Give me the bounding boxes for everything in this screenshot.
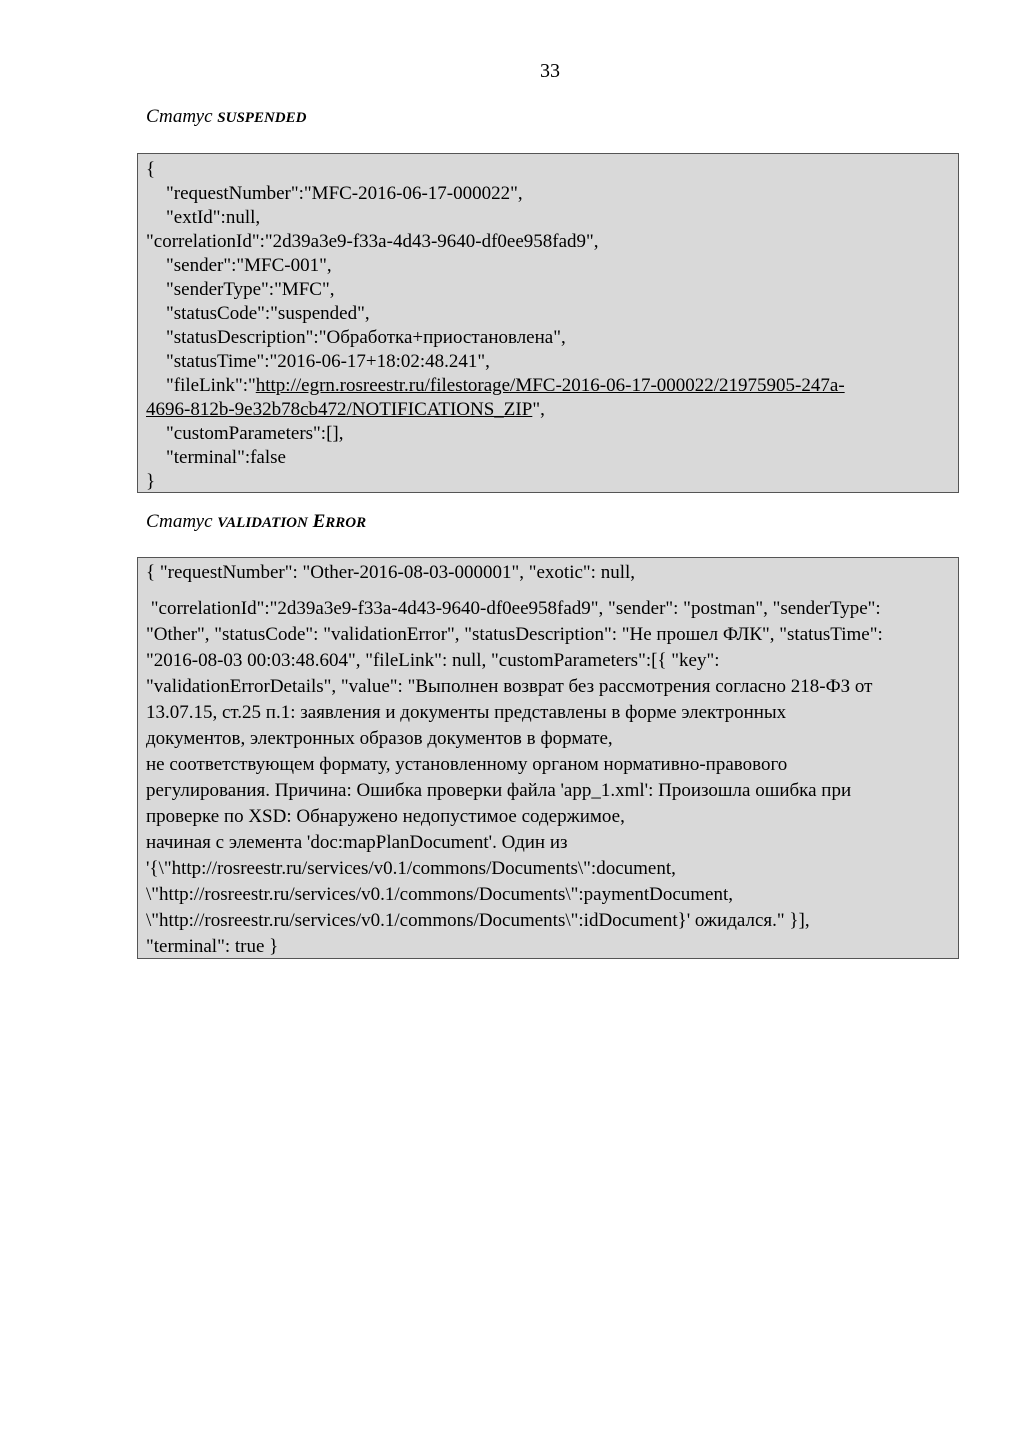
code-line: проверке по XSD: Обнаружено недопустимое содержимое, bbox=[146, 806, 625, 827]
code-line: { "requestNumber": "Other-2016-08-03-000001", "exotic": null, bbox=[146, 562, 636, 583]
code-line: '{\"http://rosreestr.ru/services/v0.1/commons/Documents\":document, bbox=[146, 858, 676, 879]
code-line: \"http://rosreestr.ru/services/v0.1/commons/Documents\":idDocument}' ожидался." }], bbox=[146, 910, 810, 931]
code-line: \"http://rosreestr.ru/services/v0.1/commons/Documents\":paymentDocument, bbox=[146, 884, 733, 905]
heading-prefix: Статус bbox=[146, 106, 213, 127]
json-block-validation-error bbox=[137, 557, 959, 959]
page-number: 33 bbox=[540, 60, 560, 82]
code-line: 13.07.15, ст.25 п.1: заявления и документы представлены в форме электронных bbox=[146, 702, 787, 723]
code-line: { bbox=[146, 159, 156, 180]
heading-status-cap: E bbox=[312, 511, 326, 532]
code-line: "statusTime":"2016-06-17+18:02:48.241", bbox=[166, 351, 490, 372]
code-line: "senderType":"MFC", bbox=[166, 279, 335, 300]
code-line: "requestNumber":"MFC-2016-06-17-000022", bbox=[166, 183, 523, 204]
code-line: "terminal": true } bbox=[146, 936, 279, 957]
heading-prefix: Статус bbox=[146, 511, 213, 532]
filelink-end: ", bbox=[532, 399, 545, 420]
code-line: не соответствующем формату, установленному органом нормативно-правового bbox=[146, 754, 788, 775]
code-line: документов, электронных образов документов в формате, bbox=[146, 728, 613, 749]
code-line: "correlationId":"2d39a3e9-f33a-4d43-9640-df0ee958fad9", "sender": "postman", "senderType": bbox=[146, 598, 881, 619]
filelink-url-part-1[interactable]: http://egrn.rosreestr.ru/filestorage/MFC-2016-06-17-000022/21975905-247a- bbox=[255, 375, 845, 396]
section-heading-suspended bbox=[146, 106, 306, 128]
code-line-filelink-cont bbox=[146, 398, 950, 422]
code-line: начиная с элемента 'doc:mapPlanDocument'. Один из bbox=[146, 832, 568, 853]
code-line-filelink bbox=[146, 374, 950, 398]
section-heading-validation-error bbox=[146, 511, 366, 533]
code-line: "statusCode":"suspended", bbox=[166, 303, 370, 324]
code-paragraph bbox=[146, 596, 950, 960]
heading-status-word-1: VALIDATION bbox=[217, 515, 308, 531]
code-line: "2016-08-03 00:03:48.604", "fileLink": null, "customParameters":[{ "key": bbox=[146, 650, 720, 671]
code-line: "statusDescription":"Обработка+приостановлена", bbox=[166, 327, 566, 348]
code-line: "terminal":false bbox=[166, 447, 286, 468]
code-line: } bbox=[146, 471, 156, 492]
code-line: регулирования. Причина: Ошибка проверки файла 'app_1.xml': Произошла ошибка при bbox=[146, 780, 852, 801]
json-block-suspended bbox=[137, 153, 959, 493]
filelink-url-part-2[interactable]: 4696-812b-9e32b78cb472/NOTIFICATIONS_ZIP bbox=[146, 399, 533, 420]
code-line: "correlationId":"2d39a3e9-f33a-4d43-9640-df0ee958fad9", bbox=[146, 231, 599, 252]
heading-status-word: SUSPENDED bbox=[217, 110, 307, 126]
filelink-key: "fileLink":" bbox=[166, 375, 256, 396]
code-line: "validationErrorDetails", "value": "Выполнен возврат без рассмотрения согласно 218-ФЗ от bbox=[146, 676, 873, 697]
code-line: "customParameters":[], bbox=[166, 423, 344, 444]
code-line: "sender":"MFC-001", bbox=[166, 255, 332, 276]
code-line: "extId":null, bbox=[166, 207, 261, 228]
heading-status-word-2: RROR bbox=[325, 515, 367, 531]
code-line: "Other", "statusCode": "validationError", "statusDescription": "Не прошел ФЛК", "statusTime": bbox=[146, 624, 883, 645]
